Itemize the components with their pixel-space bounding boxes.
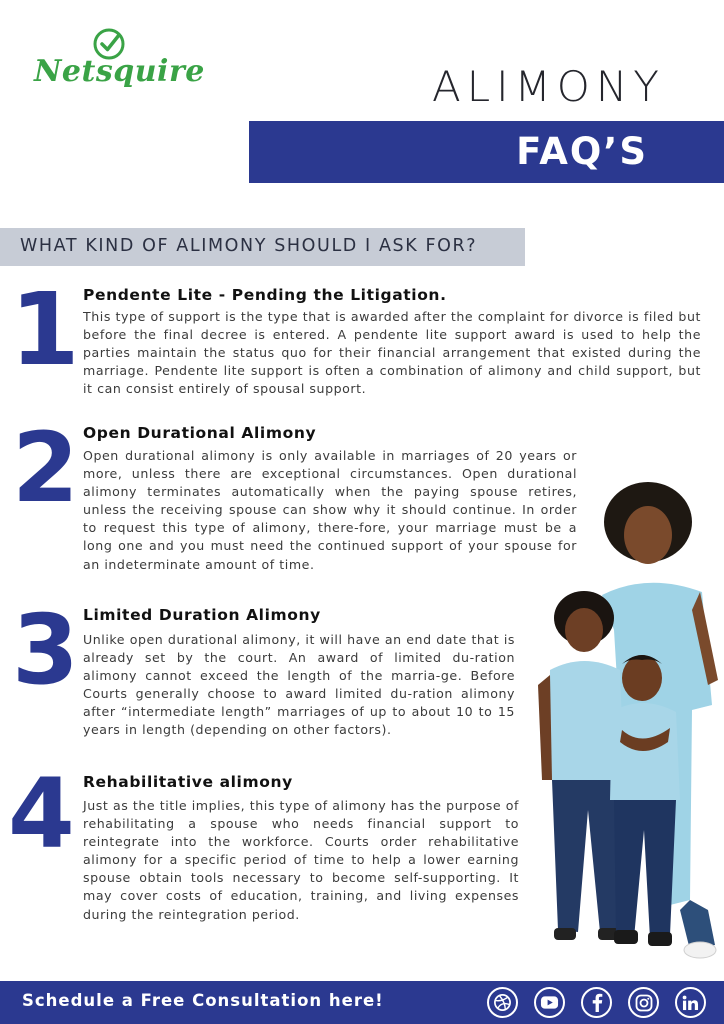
- brand-name: Netsquire: [34, 54, 205, 89]
- page-title: ALIMONY: [432, 62, 665, 111]
- family-photo: [530, 480, 724, 975]
- item-title-1: Pendente Lite - Pending the Litigation.: [83, 286, 447, 304]
- item-number-4: 4: [8, 758, 75, 870]
- question-heading: WHAT KIND OF ALIMONY SHOULD I ASK FOR?: [20, 236, 478, 256]
- page-subtitle: FAQ’S: [516, 130, 648, 173]
- item-title-3: Limited Duration Alimony: [83, 606, 321, 624]
- item-number-2: 2: [12, 412, 79, 524]
- item-body-2: Open durational alimony is only available in marriages of 20 years or more, unless there are exceptional circumstances. Open durational alimony terminates automatically when the paying spouse retires, unless the receiving spouse can show why it should continue. In order to request this type of alimony, there-fore, your marriage must be a long one and you must need the continued support of your spouse for an indeterminate amount of time.: [83, 448, 577, 572]
- schedule-consultation-link[interactable]: Schedule a Free Consultation here!: [22, 991, 384, 1010]
- item-body-1: This type of support is the type that is awarded after the complaint for divorce is filed but before the final decree is entered. A pendente lite support award is used to help the parties maintain the status quo for their financial arrangement that existed during the marriage. Pendente lite support is often a combination of alimony and child support, but it can consist entirely of spousal support.: [83, 309, 701, 397]
- linkedin-icon[interactable]: [675, 987, 706, 1018]
- item-title-4: Rehabilitative alimony: [83, 773, 293, 791]
- youtube-icon[interactable]: [534, 987, 565, 1018]
- item-number-3: 3: [12, 594, 79, 706]
- item-title-2: Open Durational Alimony: [83, 424, 317, 442]
- netsquire-logo[interactable]: [34, 28, 205, 94]
- faq-banner: [249, 121, 724, 183]
- item-body-4: Just as the title implies, this type of alimony has the purpose of rehabilitating a spouse who needs financial support to reintegrate into the workforce. Courts order rehabilitative alimony for a specific period of time to help a lower earning spouse obtain tools necessary to become self-supporting. It may cover costs of education, training, and living expenses during the reintegration period.: [83, 798, 519, 922]
- footer-bar: [0, 981, 724, 1024]
- item-number-1: 1: [10, 271, 80, 388]
- question-heading-bar: [0, 228, 525, 266]
- instagram-icon[interactable]: [628, 987, 659, 1018]
- facebook-icon[interactable]: [581, 987, 612, 1018]
- dribbble-icon[interactable]: [487, 987, 518, 1018]
- item-body-3: Unlike open durational alimony, it will have an end date that is already set by the court. An award of limited du-ration alimony cannot exceed the length of the marria-ge. Before Courts generally choose to award limited du-ration alimony after “intermediate length” marriages of up to about 10 to 15 years in length (depending on other factors).: [83, 632, 515, 738]
